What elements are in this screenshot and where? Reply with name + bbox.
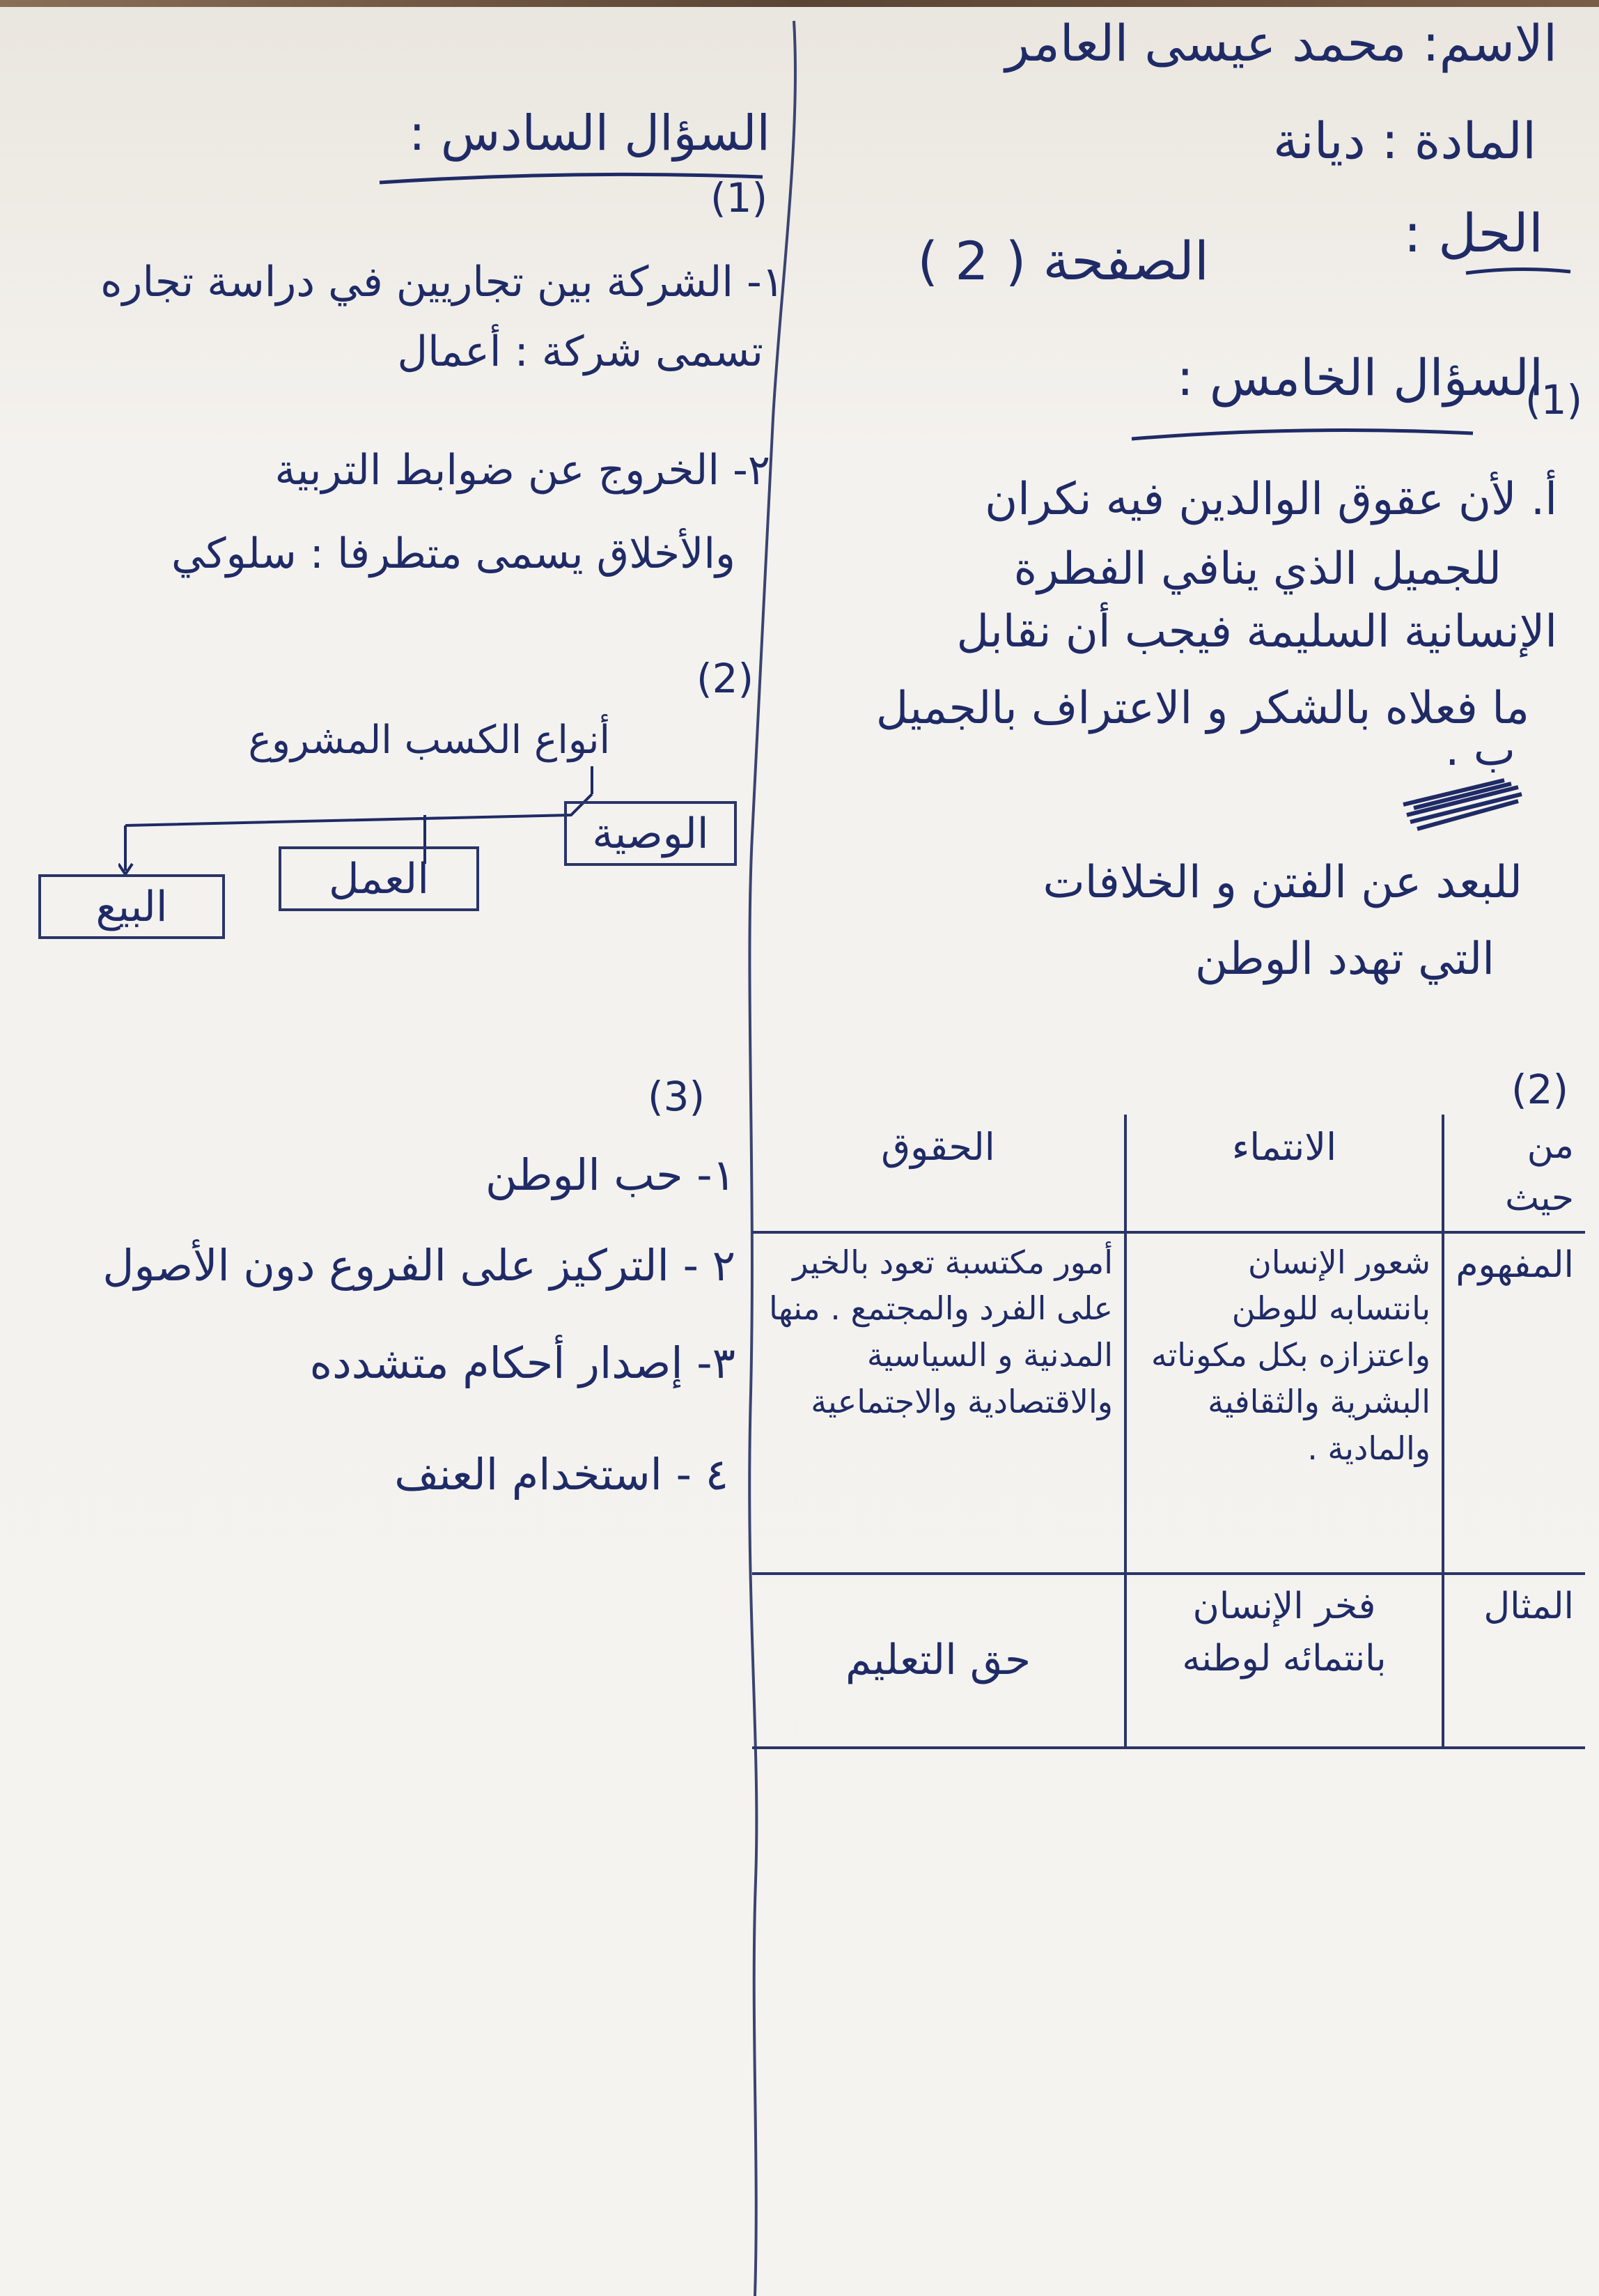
q5-title: السؤال الخامس : [1176,348,1543,407]
q6-title-underline [376,167,766,188]
underline-mark [1462,265,1574,279]
table-header-aspect: من حيث [1443,1115,1585,1232]
diagram-box-will: الوصية [564,801,737,866]
belonging-rights-table [752,1115,1585,1749]
table-header-belonging: الانتماء [1125,1115,1443,1232]
q6-title: السؤال السادس : [409,104,770,162]
q6-item1-line1: ١- الشركة بين تجاريين في دراسة تجاره [100,258,784,307]
q6-list3-item2: ٢ - التركيز على الفروع دون الأصول [102,1240,735,1291]
crossed-out-scribble [1400,773,1525,836]
q5-b-label: ب . [1445,724,1515,776]
row-label-example: المثال [1443,1574,1585,1748]
q5-a-line-4: ما فعلاه بالشكر و الاعتراف بالجميل [875,683,1529,734]
cell-rights-example: حق التعليم [752,1574,1125,1748]
q6-part1-number: (1) [710,174,768,222]
table-header-rights: الحقوق [752,1115,1125,1232]
page-number-label: الصفحة ( 2 ) [917,230,1209,292]
q6-list3-item3: ٣- إصدار أحكام متشدده [309,1337,735,1388]
q6-part3-number: (3) [648,1073,705,1120]
q5-a-line-1: أ. لأن عقوق الوالدين فيه نكران [985,474,1557,525]
q6-list3-item4: ٤ - استخدام العنف [394,1449,728,1500]
q5-part1-number: (1) [1525,376,1583,424]
diagram-box-work: العمل [279,846,479,911]
q6-item2-line1: ٢- الخروج عن ضوابط التربية [274,446,770,495]
cell-belonging-example: فخر الإنسان بانتمائه لوطنه [1125,1574,1443,1748]
q6-part2-number: (2) [696,655,754,702]
q5-part2-number: (2) [1511,1066,1569,1113]
cell-rights-concept: أمور مكتسبة تعود بالخير على الفرد والمجتمع . منها المدنية و السياسية والاقتصادية والاجتماعية [752,1232,1125,1574]
cell-belonging-concept: شعور الإنسان بانتسابه للوطن واعتزازه بكل مكوناته البشرية والثقافية والمادية . [1125,1232,1443,1574]
q6-list3-item1: ١- حب الوطن [485,1149,735,1200]
table-row [752,1574,1585,1748]
q6-item2-line2: والأخلاق يسمى متطرفا : سلوكي [171,529,735,578]
q5-a-line-2: للجميل الذي ينافي الفطرة [1013,543,1502,595]
solution-label: الحل : [1403,202,1543,264]
row-label-concept: المفهوم [1443,1232,1585,1574]
subject-line: المادة : ديانة [1273,111,1536,170]
diagram-box-sale: البيع [38,874,225,939]
q5-title-underline [1128,425,1476,446]
q5-a-line-3: الإنسانية السليمة فيجب أن نقابل [956,606,1557,658]
q6-item1-line2: تسمى شركة : أعمال [397,327,763,376]
q5-b-line-2: التي تهدد الوطن [1194,933,1495,985]
student-name-line: الاسم: محمد عيسى العامر [1005,14,1557,72]
table-row [752,1232,1585,1574]
q5-b-line-1: للبعد عن الفتن و الخلافات [1043,857,1522,908]
diagram-root-label: أنواع الكسب المشروع [248,718,610,763]
